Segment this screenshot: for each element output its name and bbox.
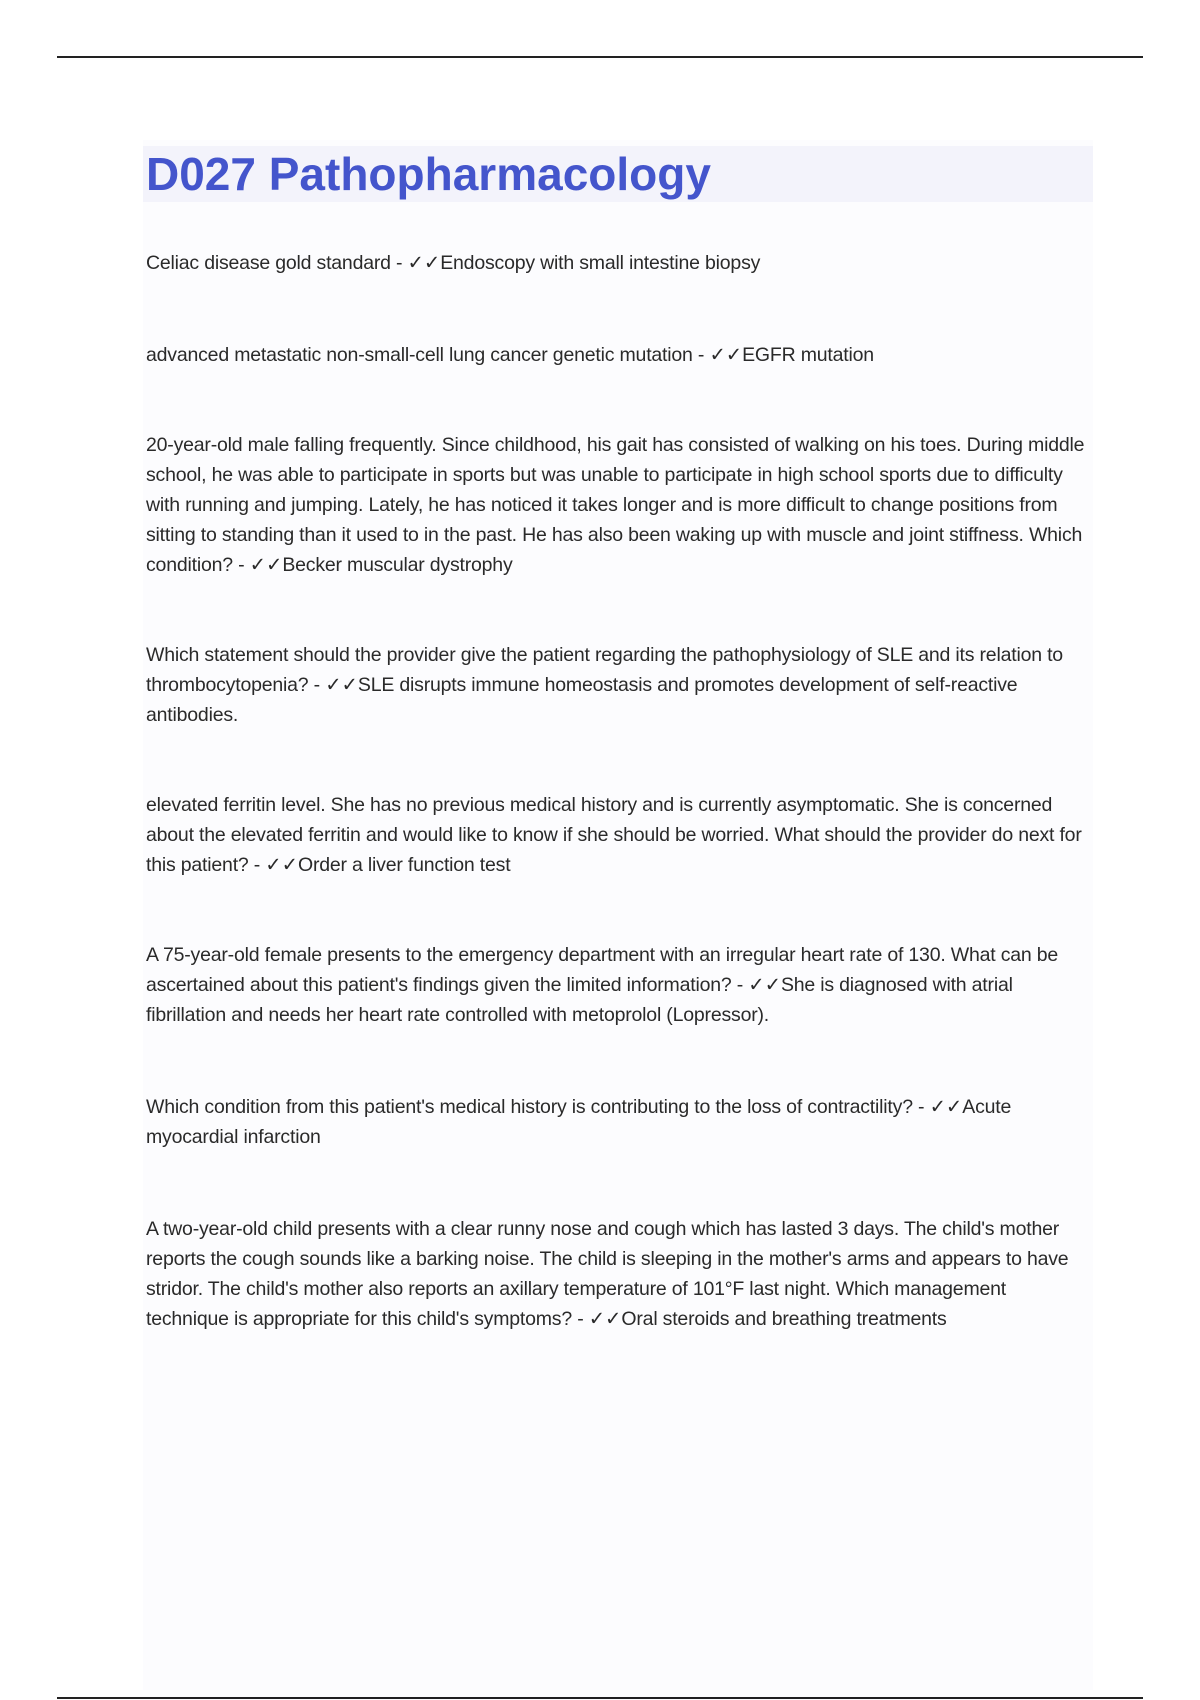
bottom-rule [57, 1697, 1143, 1699]
top-rule [57, 56, 1143, 58]
qa-item [146, 430, 1091, 580]
separator: - [308, 674, 326, 696]
qa-list [146, 248, 1091, 1334]
answer-text: Acute myocardial infarction [146, 1096, 1012, 1148]
question-text: Celiac disease gold standard [146, 252, 391, 274]
separator: - [692, 344, 710, 366]
answer-text: Endoscopy with small intestine biopsy [440, 252, 761, 274]
answer-text: Order a liver function test [297, 854, 511, 876]
question-text: advanced metastatic non-small-cell lung cancer genetic mutation [146, 344, 693, 366]
page-title: D027 Pathopharmacology [146, 148, 711, 200]
qa-item [146, 248, 1091, 278]
check-icon: ✓✓ [325, 674, 358, 696]
check-icon: ✓✓ [588, 1308, 622, 1330]
question-text: 20-year-old male falling frequently. Since childhood, his gait has consisted of walking on his toes. During middle school, he was able to participate in sports but was unable to participate in high school sports due to difficulty with running and jumping. Lately, he has noticed it takes longer and is more difficult to change positions from sitting to standing than it used to in the past. He has also been waking up with muscle and joint stiffness. Which condition? [146, 434, 1085, 576]
separator: - [390, 252, 408, 274]
check-icon: ✓✓ [709, 344, 743, 366]
separator: - [248, 854, 266, 876]
separator: - [912, 1096, 930, 1118]
qa-item [146, 1092, 1091, 1152]
qa-item [146, 790, 1091, 880]
check-icon: ✓✓ [407, 252, 441, 274]
qa-item [146, 340, 1091, 370]
qa-item [146, 640, 1091, 730]
question-text: A two-year-old child presents with a clear runny nose and cough which has lasted 3 days. The child's mother reports the cough sounds like a barking noise. The child is sleeping in the mother's arms and appears to have stridor. The child's mother also reports an axillary temperature of 101°F last night. Which management technique is appropriate for this child's symptoms? [146, 1218, 1069, 1330]
separator: - [232, 554, 250, 576]
question-text: elevated ferritin level. She has no previous medical history and is currently asymptomatic. She is concerned about the elevated ferritin and would like to know if she should be worried. What should the provider do next for this patient? [146, 794, 1082, 876]
answer-text: SLE disrupts immune homeostasis and promotes development of self-reactive antibodies. [146, 674, 1018, 726]
check-icon: ✓✓ [929, 1096, 963, 1118]
qa-item [146, 940, 1091, 1030]
question-text: Which condition from this patient's medical history is contributing to the loss of contractility? [146, 1096, 913, 1118]
check-icon: ✓✓ [265, 854, 298, 876]
separator: - [731, 974, 749, 996]
qa-item [146, 1214, 1091, 1334]
answer-text: Becker muscular dystrophy [282, 554, 513, 576]
answer-text: EGFR mutation [742, 344, 874, 366]
separator: - [571, 1308, 589, 1330]
check-icon: ✓✓ [748, 974, 781, 996]
answer-text: Oral steroids and breathing treatments [621, 1308, 947, 1330]
question-text: A 75-year-old female presents to the emergency department with an irregular heart rate of 130. What can be ascertained about this patient's findings given the limited information? [146, 944, 1059, 996]
question-text: Which statement should the provider give the patient regarding the pathophysiology of SLE and its relation to thrombocytopenia? [146, 644, 1063, 696]
answer-text: She is diagnosed with atrial fibrillation and needs her heart rate controlled with metoprolol (Lopressor). [146, 974, 1013, 1026]
check-icon: ✓✓ [249, 554, 283, 576]
